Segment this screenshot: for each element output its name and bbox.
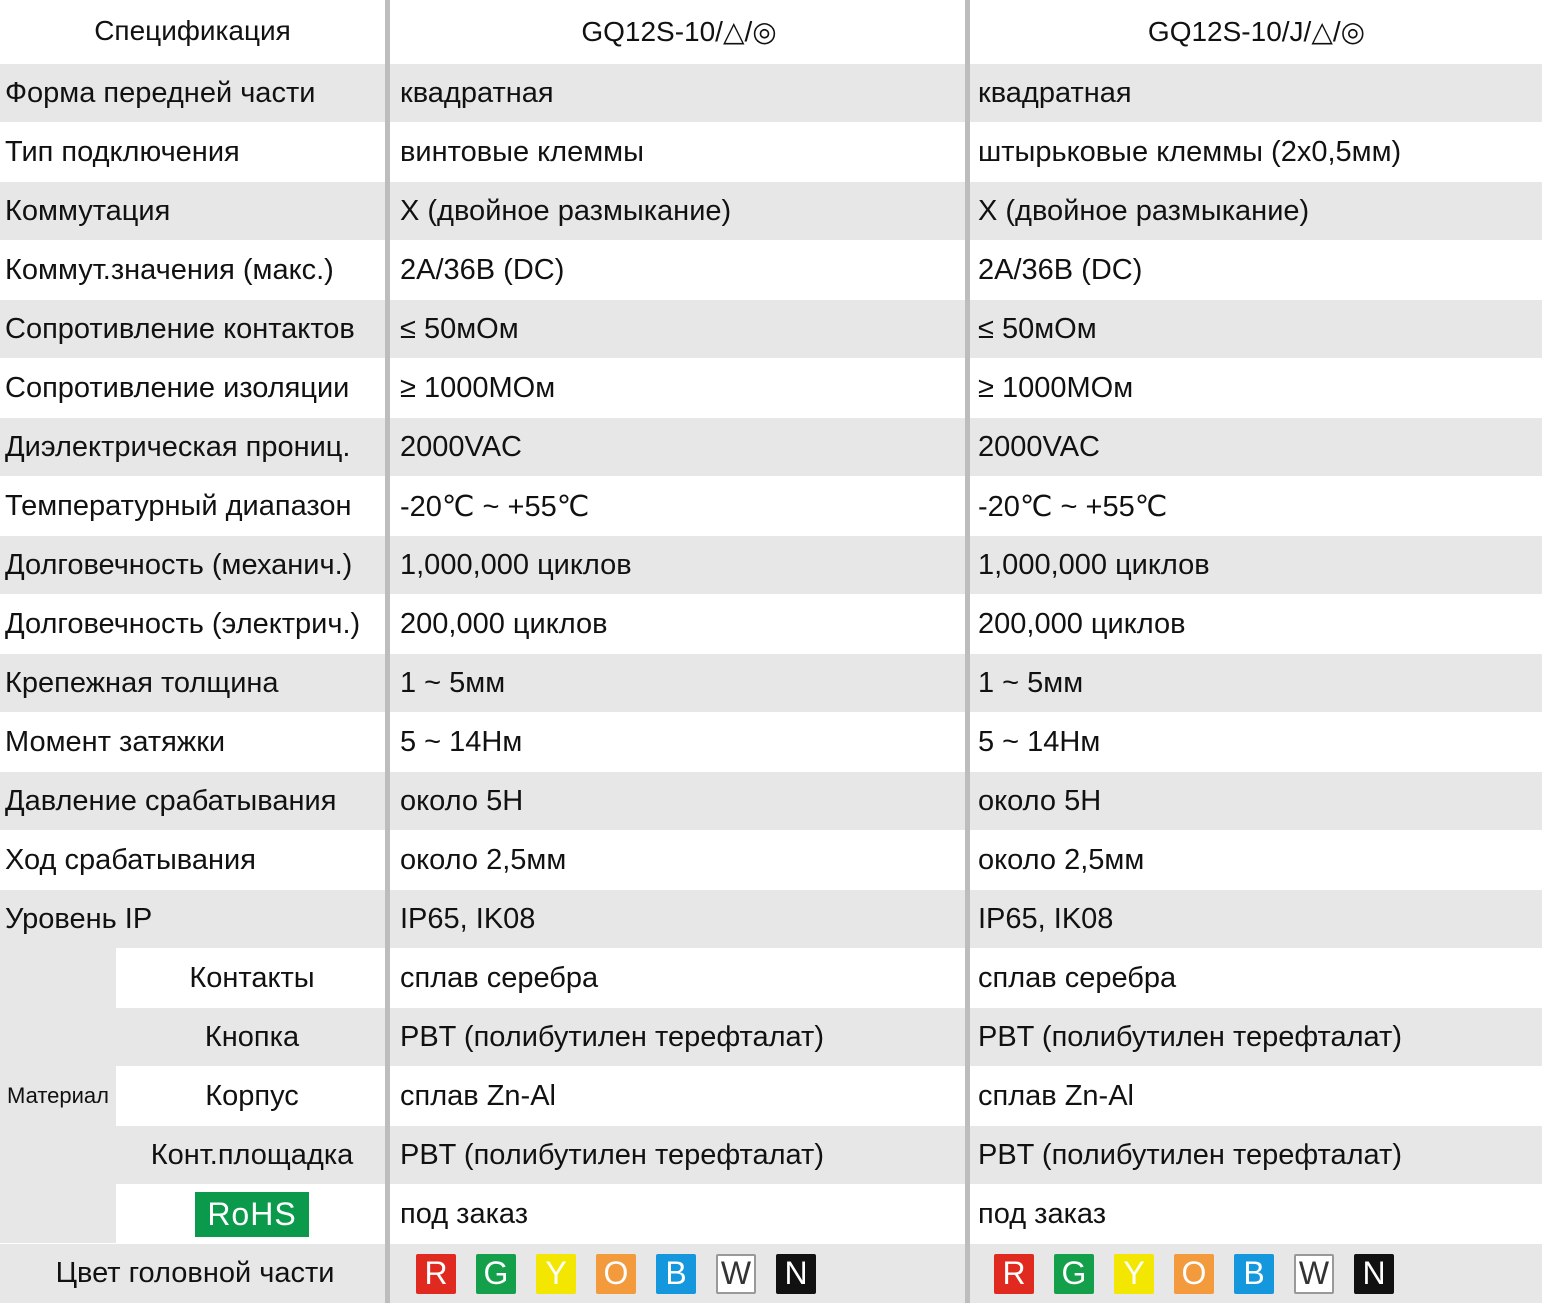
row-label: Диэлектрическая прониц. — [5, 430, 351, 463]
table-row — [0, 240, 1542, 300]
material-row — [0, 1008, 1542, 1066]
color-swatch-o: O — [1174, 1254, 1214, 1294]
color-swatch-r: R — [994, 1254, 1034, 1294]
row-value-a: квадратная — [400, 76, 554, 109]
table-row — [0, 418, 1542, 476]
header-row — [0, 0, 1542, 62]
row-label: Долговечность (электрич.) — [5, 607, 361, 640]
column-divider — [965, 0, 970, 1303]
row-value-b: ≥ 1000МОм — [978, 371, 1134, 404]
row-value-a: IP65, IK08 — [400, 902, 536, 935]
row-value-b: 200,000 циклов — [978, 607, 1186, 640]
row-value-b: сплав Zn-Al — [978, 1079, 1135, 1112]
table-row — [0, 122, 1542, 182]
row-value-b: IP65, IK08 — [978, 902, 1114, 935]
material-row — [0, 1126, 1542, 1184]
row-value-a: PBT (полибутилен терефталат) — [400, 1138, 824, 1171]
row-value-a: 2A/36B (DC) — [400, 253, 565, 286]
row-value-a: 200,000 циклов — [400, 607, 608, 640]
color-swatch-n: N — [1354, 1254, 1394, 1294]
row-label: Тип подключения — [5, 135, 240, 168]
row-label: Сопротивление изоляции — [5, 371, 350, 404]
row-value-b: 5 ~ 14Нм — [978, 725, 1101, 758]
table-row — [0, 536, 1542, 594]
row-label: Давление срабатывания — [5, 784, 337, 817]
table-row — [0, 772, 1542, 830]
row-value-b: X (двойное размыкание) — [978, 194, 1310, 227]
row-value-a: ≤ 50мОм — [400, 312, 519, 345]
row-value-a: 1 ~ 5мм — [400, 666, 506, 699]
color-swatches-b — [994, 1244, 1394, 1303]
table-row — [0, 182, 1542, 240]
row-value-a: -20℃ ~ +55℃ — [400, 490, 590, 523]
row-value-a: под заказ — [400, 1197, 529, 1230]
color-swatch-b: B — [656, 1254, 696, 1294]
color-swatch-w: W — [716, 1254, 756, 1294]
color-swatches-a — [416, 1244, 816, 1303]
color-swatch-w: W — [1294, 1254, 1334, 1294]
row-label: Долговечность (механич.) — [5, 548, 353, 581]
row-value-b: 1 ~ 5мм — [978, 666, 1084, 699]
material-item-label: Конт.площадка — [150, 1138, 354, 1171]
row-value-b: штырьковые клеммы (2x0,5мм) — [978, 135, 1402, 168]
row-value-b: сплав серебра — [978, 961, 1177, 994]
row-value-a: сплав серебра — [400, 961, 599, 994]
row-label: Уровень IP — [5, 902, 153, 935]
row-label: Сопротивление контактов — [5, 312, 355, 345]
material-item-label: Контакты — [189, 961, 315, 994]
table-row — [0, 594, 1542, 654]
row-label: Ход срабатывания — [5, 843, 256, 876]
row-value-a: сплав Zn-Al — [400, 1079, 557, 1112]
table-row — [0, 476, 1542, 536]
row-value-b: около 5Н — [978, 784, 1102, 817]
row-value-b: PBT (полибутилен терефталат) — [978, 1138, 1402, 1171]
row-value-a: около 5Н — [400, 784, 524, 817]
color-swatch-n: N — [776, 1254, 816, 1294]
row-value-a: 5 ~ 14Нм — [400, 725, 523, 758]
color-swatch-o: O — [596, 1254, 636, 1294]
row-value-b: 2A/36B (DC) — [978, 253, 1143, 286]
color-swatch-b: B — [1234, 1254, 1274, 1294]
row-label: Цвет головной части — [55, 1257, 335, 1289]
row-value-a: около 2,5мм — [400, 843, 567, 876]
row-label: Форма передней части — [5, 76, 316, 109]
table-row — [0, 64, 1542, 122]
row-value-b: 2000VAC — [978, 430, 1100, 463]
material-item-label: Корпус — [205, 1079, 299, 1112]
row-label: Коммут.значения (макс.) — [5, 253, 334, 286]
row-label: Крепежная толщина — [5, 666, 279, 699]
row-value-a: ≥ 1000МОм — [400, 371, 556, 404]
material-group-label: Материал — [0, 948, 116, 1243]
material-item-label: Кнопка — [204, 1020, 300, 1053]
row-value-a: PBT (полибутилен терефталат) — [400, 1020, 824, 1053]
table-row — [0, 712, 1542, 772]
color-swatch-y: Y — [1114, 1254, 1154, 1294]
row-value-a: 1,000,000 циклов — [400, 548, 632, 581]
swatch-group — [416, 1254, 816, 1294]
table-row — [0, 300, 1542, 358]
row-value-b: -20℃ ~ +55℃ — [978, 490, 1168, 523]
color-swatch-y: Y — [536, 1254, 576, 1294]
row-label: Коммутация — [5, 194, 171, 227]
row-value-b: около 2,5мм — [978, 843, 1145, 876]
rohs-row — [0, 1184, 1542, 1244]
header-model-a: GQ12S-10/△/◎ — [581, 15, 777, 47]
row-label: Момент затяжки — [5, 725, 226, 758]
rohs-badge: RoHS — [195, 1192, 308, 1237]
row-value-a: винтовые клеммы — [400, 135, 644, 168]
color-swatch-g: G — [476, 1254, 516, 1294]
header-spec: Спецификация — [94, 15, 291, 46]
material-row — [0, 948, 1542, 1008]
table-row — [0, 358, 1542, 418]
row-value-b: квадратная — [978, 76, 1132, 109]
row-value-b: PBT (полибутилен терефталат) — [978, 1020, 1402, 1053]
row-value-a: X (двойное размыкание) — [400, 194, 732, 227]
column-divider — [385, 0, 390, 1303]
color-swatch-g: G — [1054, 1254, 1094, 1294]
table-row — [0, 654, 1542, 712]
swatch-group — [994, 1254, 1394, 1294]
row-value-a: 2000VAC — [400, 430, 522, 463]
head-color-row — [0, 1244, 1542, 1303]
row-value-b: 1,000,000 циклов — [978, 548, 1210, 581]
color-swatch-r: R — [416, 1254, 456, 1294]
table-row — [0, 830, 1542, 890]
rohs-cell — [118, 1184, 386, 1244]
row-value-b: под заказ — [978, 1197, 1107, 1230]
row-label: Температурный диапазон — [5, 489, 352, 522]
table-row — [0, 890, 1542, 948]
material-row — [0, 1066, 1542, 1126]
row-value-b: ≤ 50мОм — [978, 312, 1097, 345]
header-model-b: GQ12S-10/J/△/◎ — [1147, 15, 1366, 47]
